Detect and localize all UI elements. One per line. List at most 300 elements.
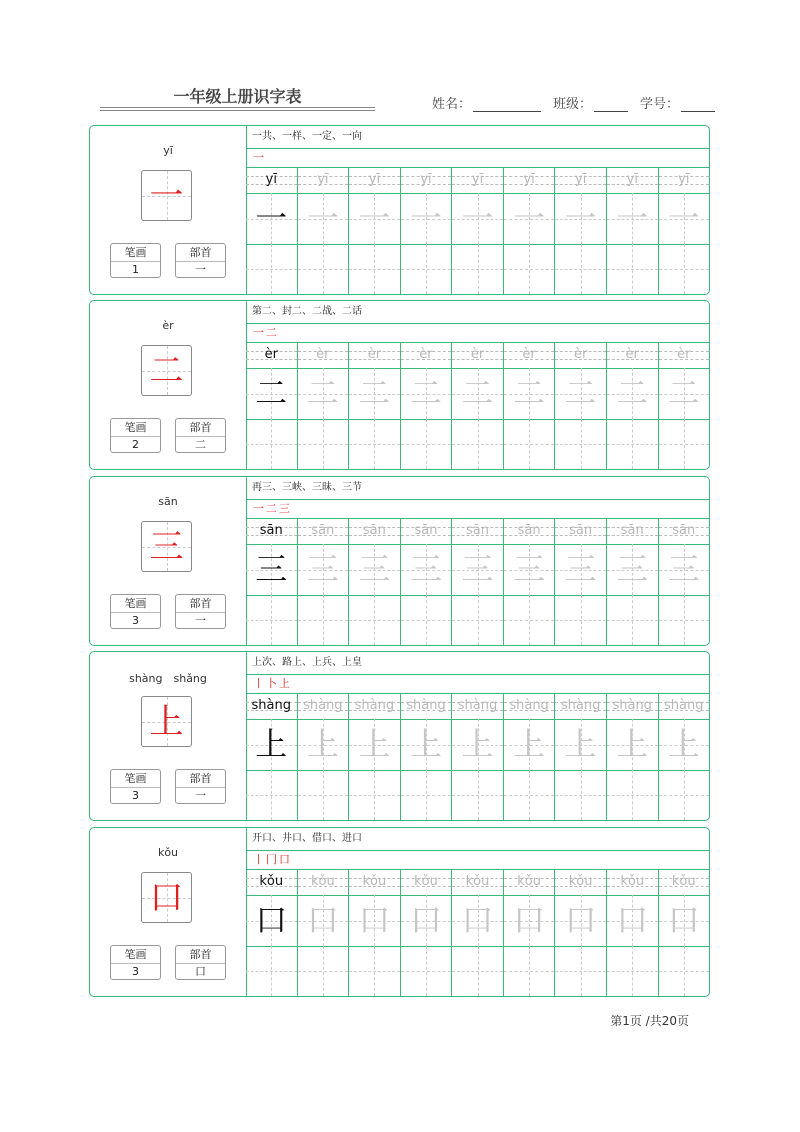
practice-column <box>452 870 504 996</box>
pinyin-trace: yī <box>575 172 587 187</box>
practice-column <box>555 168 607 294</box>
radical-label: 部首 <box>176 595 225 613</box>
pinyin-trace: sān <box>466 523 490 538</box>
hanzi-cell[interactable] <box>504 719 555 771</box>
blank-writing-cell[interactable] <box>607 770 658 820</box>
blank-writing-cell[interactable] <box>246 419 297 469</box>
hanzi-cell[interactable] <box>452 368 503 420</box>
hanzi-cell[interactable] <box>401 544 452 596</box>
pinyin-cell[interactable] <box>555 870 606 896</box>
stroke-count-label: 笔画 <box>111 770 160 788</box>
practice-column <box>401 168 453 294</box>
pinyin-label: èr <box>162 319 174 332</box>
hanzi-trace: 二 <box>461 374 494 412</box>
stroke-count-value: 3 <box>132 614 139 627</box>
hanzi-trace: 一 <box>306 199 339 237</box>
hanzi-cell[interactable] <box>349 895 400 947</box>
radical-label: 部首 <box>176 419 225 437</box>
pinyin-cell[interactable] <box>555 343 606 369</box>
practice-column <box>607 694 659 820</box>
character-box <box>141 170 192 221</box>
pinyin-cell[interactable] <box>607 343 658 369</box>
practice-column <box>298 694 350 820</box>
practice-column <box>246 519 298 645</box>
hanzi-model: 一 <box>255 199 288 237</box>
hanzi-cell[interactable] <box>504 895 555 947</box>
practice-column <box>452 343 504 469</box>
blank-writing-cell[interactable] <box>555 595 606 645</box>
blank-writing-cell[interactable] <box>298 244 349 294</box>
hanzi-cell[interactable] <box>298 895 349 947</box>
example-words: 开口、井口、借口、进口 <box>246 828 709 851</box>
page-number: 第1页 /共20页 <box>610 1014 689 1028</box>
stroke-order: 一二三 <box>246 499 709 519</box>
pinyin-trace: yī <box>626 172 638 187</box>
hanzi-cell[interactable] <box>349 544 400 596</box>
hanzi-trace: 二 <box>409 374 442 412</box>
pinyin-cell[interactable] <box>246 343 297 369</box>
hanzi-cell[interactable] <box>401 368 452 420</box>
pinyin-cell[interactable] <box>246 694 297 720</box>
practice-column <box>349 343 401 469</box>
pinyin-trace: sān <box>311 523 335 538</box>
pinyin-cell[interactable] <box>298 168 349 194</box>
hanzi-cell[interactable] <box>607 544 658 596</box>
pinyin-cell[interactable] <box>555 694 606 720</box>
hanzi-cell[interactable] <box>246 895 297 947</box>
blank-writing-cell[interactable] <box>246 770 297 820</box>
pinyin-cell[interactable] <box>452 519 503 545</box>
hanzi-cell[interactable] <box>298 719 349 771</box>
pinyin-trace: èr <box>367 347 382 362</box>
pinyin-trace: sān <box>414 523 438 538</box>
pinyin-cell[interactable] <box>504 343 555 369</box>
practice-column <box>504 694 556 820</box>
radical-box <box>175 594 226 629</box>
pinyin-cell[interactable] <box>452 343 503 369</box>
practice-grid <box>246 343 709 469</box>
hanzi-cell[interactable] <box>349 368 400 420</box>
practice-area <box>246 828 709 996</box>
hanzi-trace: 一 <box>358 199 391 237</box>
pinyin-cell[interactable] <box>298 519 349 545</box>
pinyin-cell[interactable] <box>607 168 658 194</box>
pinyin-trace: shàng <box>509 698 549 713</box>
character-box <box>141 696 192 747</box>
hanzi-cell[interactable] <box>452 895 503 947</box>
pinyin-label: kǒu <box>157 846 179 859</box>
hanzi-trace: 上 <box>616 725 649 763</box>
hanzi-trace: 口 <box>409 901 442 939</box>
stroke-count-box <box>110 594 161 629</box>
blank-writing-cell[interactable] <box>349 419 400 469</box>
pinyin-cell[interactable] <box>349 343 400 369</box>
pinyin-cell[interactable] <box>349 870 400 896</box>
hanzi-trace: 三 <box>667 550 700 588</box>
hanzi-trace: 一 <box>564 199 597 237</box>
character-info <box>90 477 247 645</box>
pinyin-trace: shàng <box>664 698 704 713</box>
radical-value: 一 <box>195 614 206 627</box>
practice-column <box>401 694 453 820</box>
character-box <box>141 521 192 572</box>
practice-column <box>401 519 453 645</box>
pinyin-cell[interactable] <box>298 870 349 896</box>
blank-writing-cell[interactable] <box>349 595 400 645</box>
pinyin-cell[interactable] <box>349 519 400 545</box>
hanzi-cell[interactable] <box>246 368 297 420</box>
hanzi-cell[interactable] <box>659 544 710 596</box>
blank-writing-cell[interactable] <box>401 419 452 469</box>
hanzi-trace: 口 <box>513 901 546 939</box>
practice-column <box>607 343 659 469</box>
pinyin-cell[interactable] <box>659 694 710 720</box>
practice-column <box>246 694 298 820</box>
pinyin-trace: yī <box>678 172 690 187</box>
practice-column <box>246 343 298 469</box>
practice-column <box>555 343 607 469</box>
stroke-count-box <box>110 418 161 453</box>
practice-column <box>298 519 350 645</box>
blank-writing-cell[interactable] <box>298 946 349 996</box>
pinyin-model: èr <box>264 347 278 362</box>
practice-column <box>607 870 659 996</box>
pinyin-trace: kǒu <box>620 874 645 889</box>
student-info <box>432 93 727 112</box>
blank-writing-cell[interactable] <box>659 419 710 469</box>
hanzi-trace: 上 <box>409 725 442 763</box>
practice-area <box>246 301 709 469</box>
blank-writing-cell[interactable] <box>659 946 710 996</box>
pinyin-cell[interactable] <box>659 870 710 896</box>
hanzi-cell[interactable] <box>452 719 503 771</box>
hanzi-trace: 口 <box>616 901 649 939</box>
stroke-count-value: 3 <box>132 965 139 978</box>
hanzi-cell[interactable] <box>401 895 452 947</box>
pinyin-cell[interactable] <box>349 694 400 720</box>
blank-writing-cell[interactable] <box>452 946 503 996</box>
blank-writing-cell[interactable] <box>401 595 452 645</box>
hanzi-cell[interactable] <box>607 193 658 245</box>
pinyin-trace: kǒu <box>568 874 593 889</box>
pinyin-trace: yī <box>317 172 329 187</box>
blank-writing-cell[interactable] <box>452 419 503 469</box>
practice-column <box>349 694 401 820</box>
pinyin-cell[interactable] <box>401 870 452 896</box>
stroke-count-value: 2 <box>132 438 139 451</box>
pinyin-cell[interactable] <box>452 870 503 896</box>
hanzi-trace: 口 <box>306 901 339 939</box>
blank-writing-cell[interactable] <box>298 419 349 469</box>
example-words: 一共、一样、一定、一向 <box>246 126 709 149</box>
pinyin-cell[interactable] <box>298 343 349 369</box>
pinyin-cell[interactable] <box>401 519 452 545</box>
hanzi-cell[interactable] <box>659 895 710 947</box>
pinyin-trace: kǒu <box>310 874 335 889</box>
class-field[interactable] <box>553 93 628 112</box>
hanzi-trace: 口 <box>461 901 494 939</box>
hanzi-cell[interactable] <box>349 719 400 771</box>
blank-writing-cell[interactable] <box>555 419 606 469</box>
hanzi-trace: 一 <box>616 199 649 237</box>
pinyin-cell[interactable] <box>607 519 658 545</box>
hanzi-cell[interactable] <box>246 193 297 245</box>
number-field[interactable] <box>640 93 715 112</box>
stroke-count-box <box>110 945 161 980</box>
hanzi-cell[interactable] <box>659 193 710 245</box>
hanzi-cell[interactable] <box>504 368 555 420</box>
stroke-order: 一二 <box>246 323 709 343</box>
blank-writing-cell[interactable] <box>659 595 710 645</box>
hanzi-cell[interactable] <box>555 895 606 947</box>
practice-column <box>555 870 607 996</box>
blank-writing-cell[interactable] <box>349 770 400 820</box>
pinyin-cell[interactable] <box>504 870 555 896</box>
stroke-count-label: 笔画 <box>111 244 160 262</box>
stroke-count-value: 1 <box>132 263 139 276</box>
blank-writing-cell[interactable] <box>298 595 349 645</box>
pinyin-cell[interactable] <box>659 168 710 194</box>
blank-writing-cell[interactable] <box>555 244 606 294</box>
hanzi-cell[interactable] <box>659 719 710 771</box>
hanzi-trace: 三 <box>513 550 546 588</box>
pinyin-cell[interactable] <box>659 343 710 369</box>
pinyin-label: sān <box>158 495 178 508</box>
hanzi-trace: 二 <box>616 374 649 412</box>
pinyin-cell[interactable] <box>555 519 606 545</box>
practice-column <box>659 870 710 996</box>
hanzi-model: 口 <box>255 901 288 939</box>
pinyin-trace: èr <box>522 347 536 362</box>
pinyin-cell[interactable] <box>298 694 349 720</box>
pinyin-label: yī <box>163 144 173 157</box>
pinyin-trace: sān <box>517 523 541 538</box>
hanzi-trace: 口 <box>358 901 391 939</box>
radical-box <box>175 945 226 980</box>
radical-label: 部首 <box>176 946 225 964</box>
character-card <box>89 300 710 470</box>
hanzi-cell[interactable] <box>246 544 297 596</box>
pinyin-cell[interactable] <box>504 519 555 545</box>
blank-writing-cell[interactable] <box>246 946 297 996</box>
blank-writing-cell[interactable] <box>607 244 658 294</box>
practice-column <box>555 519 607 645</box>
stroke-order: 一 <box>246 148 709 168</box>
pinyin-label: shàng shǎng <box>129 672 207 685</box>
blank-writing-cell[interactable] <box>401 770 452 820</box>
practice-area <box>246 652 709 820</box>
pinyin-cell[interactable] <box>401 694 452 720</box>
hanzi-cell[interactable] <box>246 719 297 771</box>
practice-column <box>452 519 504 645</box>
blank-writing-cell[interactable] <box>401 946 452 996</box>
hanzi-cell[interactable] <box>401 193 452 245</box>
pinyin-trace: shàng <box>303 698 343 713</box>
name-blank[interactable] <box>473 97 541 112</box>
practice-area <box>246 477 709 645</box>
practice-column <box>246 168 298 294</box>
pinyin-cell[interactable] <box>504 694 555 720</box>
hanzi-cell[interactable] <box>659 368 710 420</box>
class-label: 班级： <box>553 97 593 112</box>
pinyin-trace: shàng <box>406 698 446 713</box>
name-field[interactable] <box>432 93 541 112</box>
pinyin-trace: shàng <box>354 698 395 713</box>
pinyin-trace: èr <box>419 347 433 362</box>
blank-writing-cell[interactable] <box>659 770 710 820</box>
blank-writing-cell[interactable] <box>298 770 349 820</box>
class-blank[interactable] <box>594 97 628 112</box>
practice-column <box>659 694 710 820</box>
blank-writing-cell[interactable] <box>504 946 555 996</box>
pinyin-trace: yī <box>471 172 484 187</box>
practice-column <box>401 870 453 996</box>
pinyin-trace: shàng <box>457 698 498 713</box>
hanzi-cell[interactable] <box>504 193 555 245</box>
hanzi-cell[interactable] <box>555 368 606 420</box>
blank-writing-cell[interactable] <box>555 770 606 820</box>
practice-column <box>298 343 350 469</box>
hanzi-trace: 上 <box>667 725 700 763</box>
hanzi-cell[interactable] <box>298 368 349 420</box>
radical-label: 部首 <box>176 244 225 262</box>
blank-writing-cell[interactable] <box>659 244 710 294</box>
blank-writing-cell[interactable] <box>452 244 503 294</box>
pinyin-model: shàng <box>251 698 292 713</box>
blank-writing-cell[interactable] <box>246 244 297 294</box>
hanzi-cell[interactable] <box>298 544 349 596</box>
practice-column <box>298 870 350 996</box>
practice-column <box>659 168 710 294</box>
pinyin-cell[interactable] <box>452 168 503 194</box>
radical-box <box>175 769 226 804</box>
stroke-count-label: 笔画 <box>111 595 160 613</box>
practice-column <box>401 343 453 469</box>
hanzi-cell[interactable] <box>452 544 503 596</box>
practice-grid <box>246 168 709 294</box>
pinyin-trace: èr <box>573 347 588 362</box>
pinyin-cell[interactable] <box>555 168 606 194</box>
pinyin-model: sān <box>259 523 283 538</box>
practice-column <box>504 343 556 469</box>
hanzi-cell[interactable] <box>401 719 452 771</box>
pinyin-cell[interactable] <box>401 168 452 194</box>
pinyin-cell[interactable] <box>607 870 658 896</box>
blank-writing-cell[interactable] <box>607 595 658 645</box>
blank-writing-cell[interactable] <box>349 244 400 294</box>
blank-writing-cell[interactable] <box>452 770 503 820</box>
hanzi-cell[interactable] <box>607 368 658 420</box>
blank-writing-cell[interactable] <box>452 595 503 645</box>
main-character: 上 <box>149 702 184 742</box>
character-card <box>89 476 710 646</box>
hanzi-model: 二 <box>255 374 288 412</box>
hanzi-cell[interactable] <box>555 719 606 771</box>
radical-value: 一 <box>195 263 206 276</box>
character-box <box>141 345 192 396</box>
blank-writing-cell[interactable] <box>504 244 555 294</box>
main-character: 一 <box>149 176 184 216</box>
radical-box <box>175 243 226 278</box>
pinyin-model: yī <box>265 172 277 187</box>
hanzi-cell[interactable] <box>349 193 400 245</box>
name-label: 姓名： <box>432 97 472 112</box>
pinyin-cell[interactable] <box>401 343 452 369</box>
hanzi-cell[interactable] <box>298 193 349 245</box>
blank-writing-cell[interactable] <box>349 946 400 996</box>
pinyin-trace: kǒu <box>362 874 387 889</box>
pinyin-cell[interactable] <box>349 168 400 194</box>
number-label: 学号： <box>640 97 680 112</box>
hanzi-trace: 三 <box>616 550 649 588</box>
title-rule <box>100 107 375 108</box>
character-box <box>141 872 192 923</box>
hanzi-cell[interactable] <box>555 544 606 596</box>
pinyin-cell[interactable] <box>452 694 503 720</box>
pinyin-cell[interactable] <box>246 519 297 545</box>
character-card <box>89 651 710 821</box>
radical-value: 一 <box>195 789 206 802</box>
blank-writing-cell[interactable] <box>555 946 606 996</box>
hanzi-cell[interactable] <box>607 895 658 947</box>
pinyin-trace: sān <box>362 523 386 538</box>
pinyin-cell[interactable] <box>246 870 297 896</box>
pinyin-trace: yī <box>368 172 381 187</box>
blank-writing-cell[interactable] <box>504 595 555 645</box>
pinyin-trace: sān <box>569 523 593 538</box>
character-info <box>90 828 247 996</box>
blank-writing-cell[interactable] <box>504 419 555 469</box>
hanzi-trace: 上 <box>461 725 494 763</box>
character-card <box>89 827 710 997</box>
blank-writing-cell[interactable] <box>401 244 452 294</box>
blank-writing-cell[interactable] <box>607 946 658 996</box>
character-info <box>90 652 247 820</box>
practice-column <box>452 694 504 820</box>
example-words: 第二、封二、二战、二话 <box>246 301 709 324</box>
practice-column <box>298 168 350 294</box>
number-blank[interactable] <box>681 97 715 112</box>
hanzi-cell[interactable] <box>452 193 503 245</box>
blank-writing-cell[interactable] <box>504 770 555 820</box>
pinyin-trace: èr <box>625 347 639 362</box>
hanzi-cell[interactable] <box>607 719 658 771</box>
pinyin-cell[interactable] <box>504 168 555 194</box>
character-info <box>90 301 247 469</box>
character-card <box>89 125 710 295</box>
hanzi-trace: 一 <box>513 199 546 237</box>
main-character: 二 <box>149 351 184 391</box>
blank-writing-cell[interactable] <box>246 595 297 645</box>
pinyin-cell[interactable] <box>607 694 658 720</box>
main-character: 三 <box>149 527 184 567</box>
practice-column <box>349 870 401 996</box>
hanzi-cell[interactable] <box>555 193 606 245</box>
hanzi-trace: 口 <box>667 901 700 939</box>
hanzi-trace: 三 <box>461 550 494 588</box>
pinyin-cell[interactable] <box>246 168 297 194</box>
practice-column <box>246 870 298 996</box>
pinyin-trace: èr <box>470 347 485 362</box>
hanzi-trace: 一 <box>667 199 700 237</box>
radical-value: 二 <box>195 438 206 451</box>
pinyin-cell[interactable] <box>659 519 710 545</box>
stroke-count-value: 3 <box>132 789 139 802</box>
hanzi-cell[interactable] <box>504 544 555 596</box>
pinyin-trace: shàng <box>612 698 652 713</box>
title-rule <box>100 110 375 111</box>
blank-writing-cell[interactable] <box>607 419 658 469</box>
